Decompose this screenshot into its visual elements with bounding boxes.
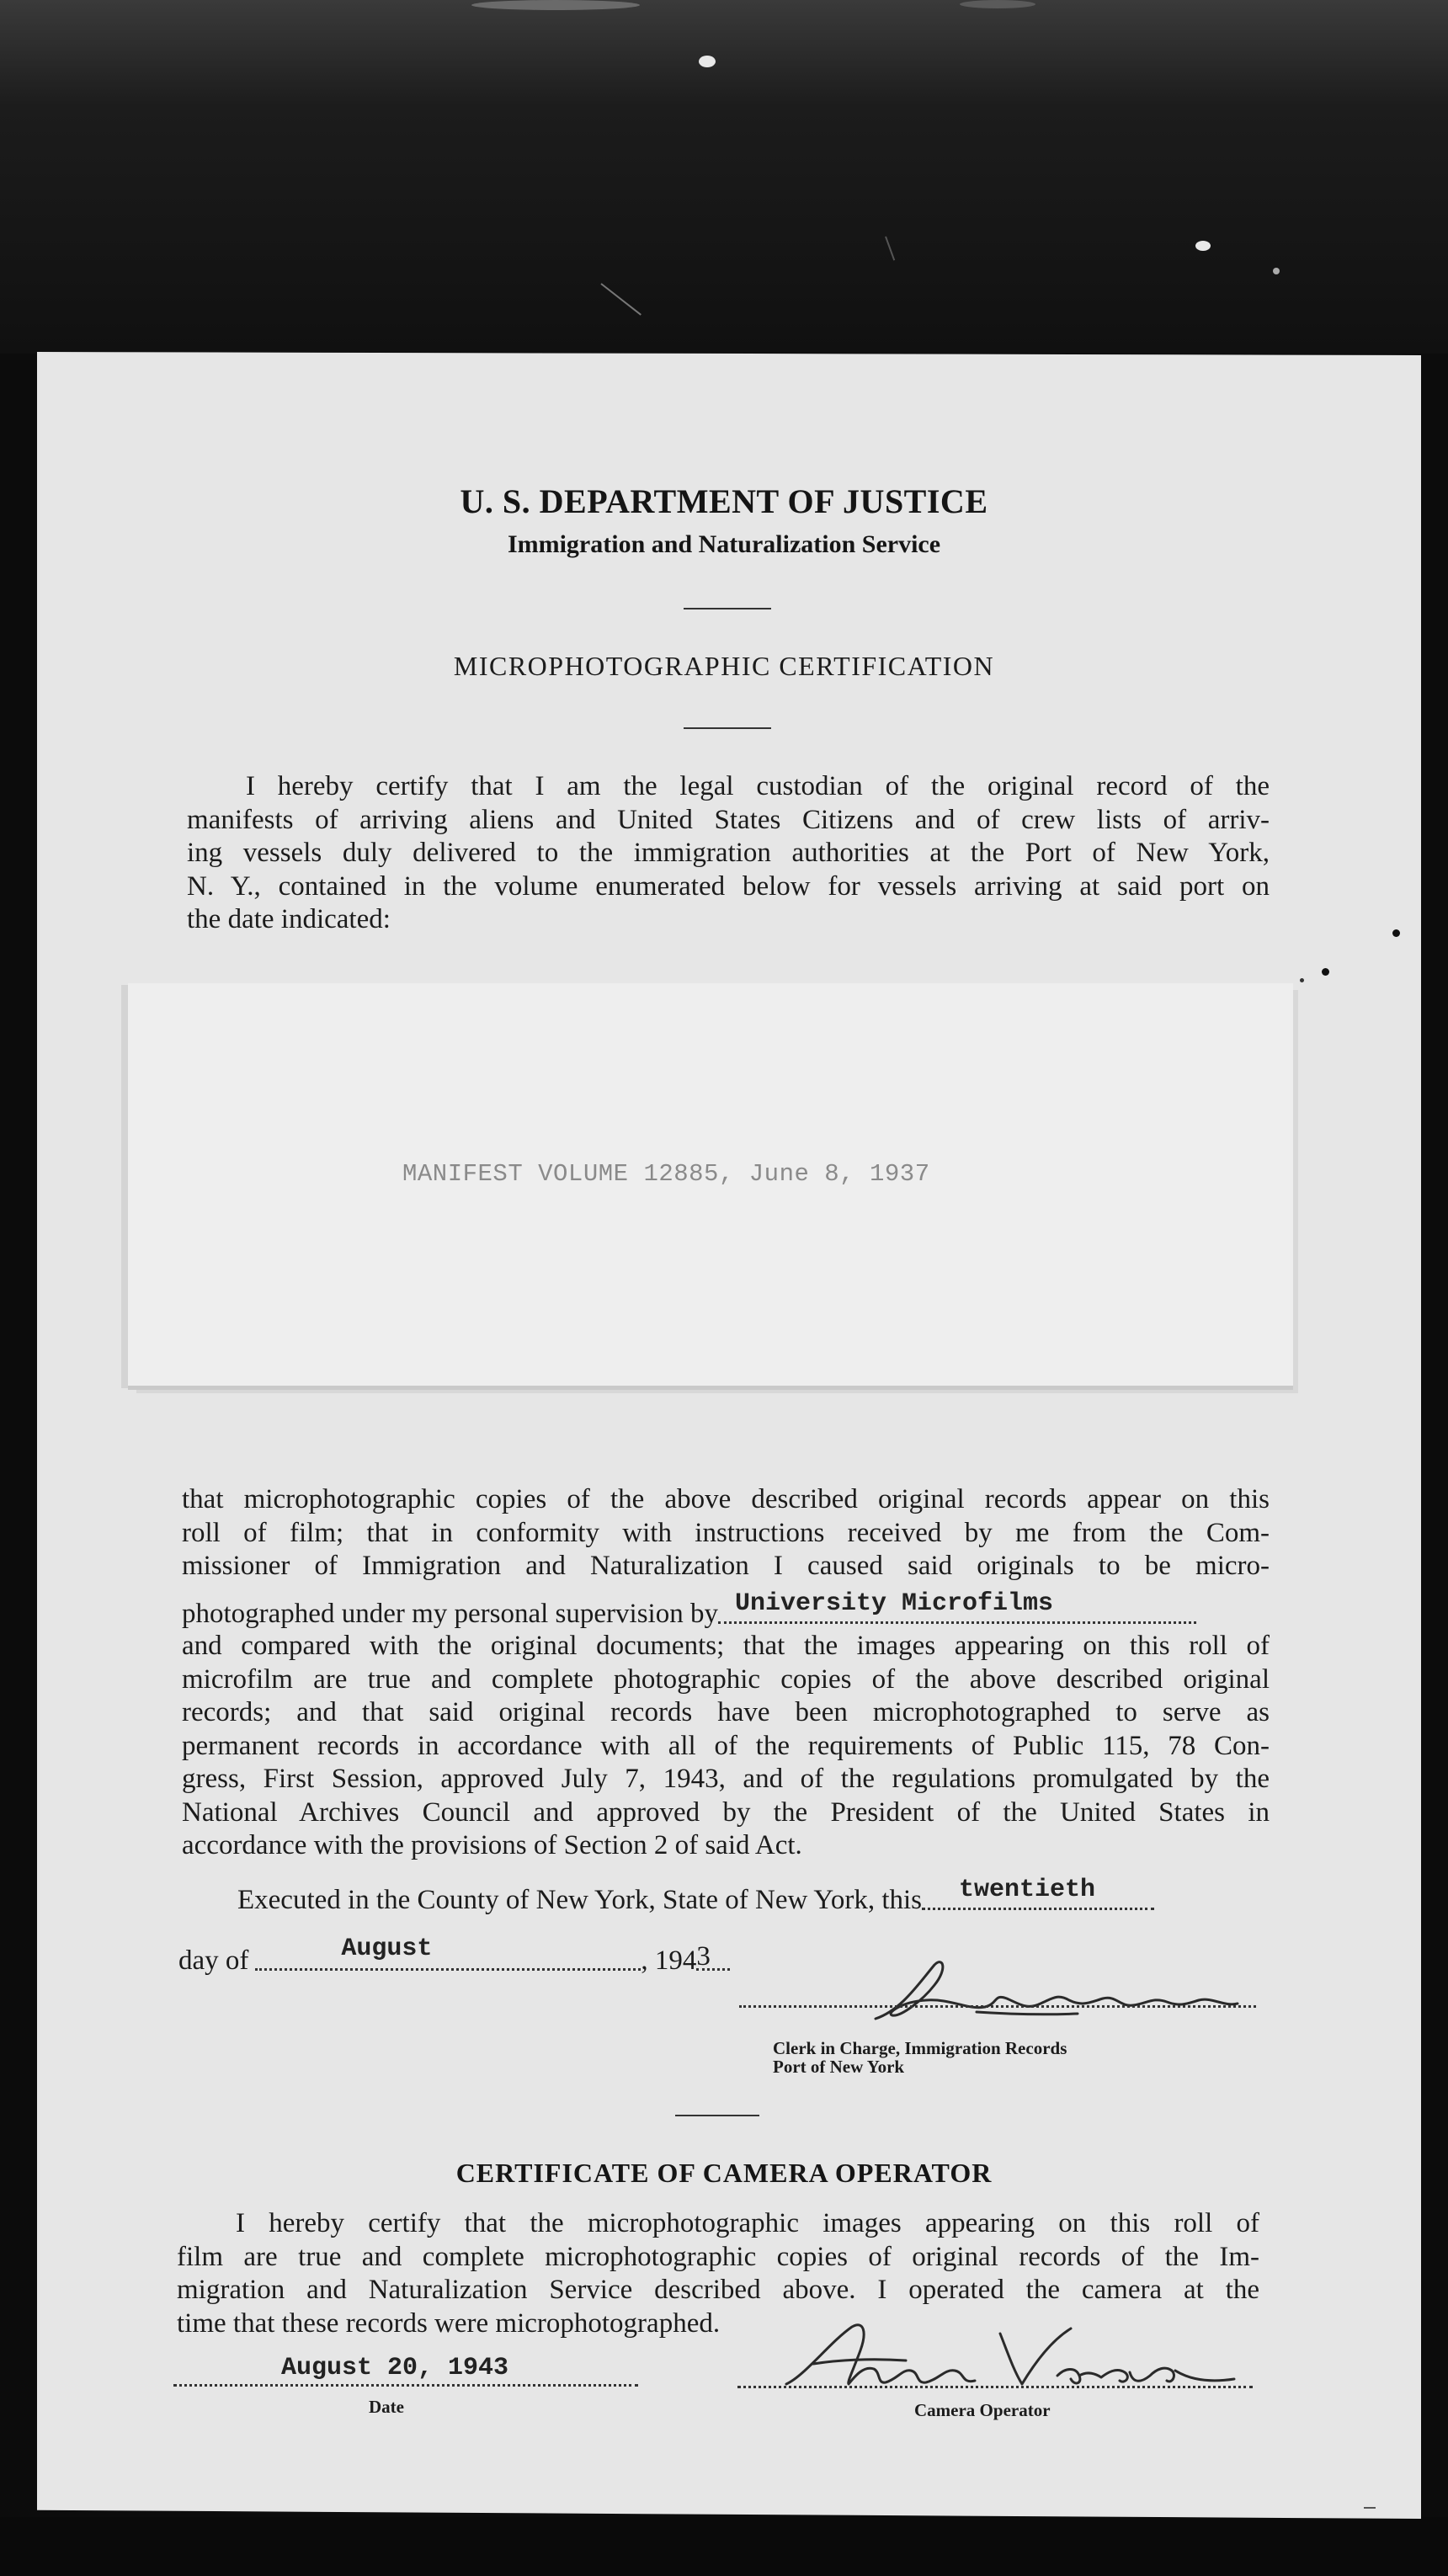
date-of-execution-line (178, 1935, 730, 1977)
body-line: that microphotographic copies of the above described original records appear on this (182, 1484, 1270, 1514)
clerk-signature (867, 1951, 1254, 2027)
year-prefix: , 194 (641, 1945, 697, 1976)
page-speck (1322, 968, 1329, 976)
manifest-volume-label: MANIFEST VOLUME 12885, June 8, 1937 (402, 1160, 930, 1188)
intro-paragraph (187, 770, 1270, 937)
year-fill (696, 1943, 730, 1971)
month-value: August (341, 1935, 433, 1963)
certification-title: MICROPHOTOGRAPHIC CERTIFICATION (453, 651, 995, 681)
certification-body-continued (182, 1630, 1270, 1863)
camera-operator-signature (780, 2317, 1251, 2394)
camera-operator-heading: CERTIFICATE OF CAMERA OPERATOR (455, 2158, 993, 2188)
month-fill (255, 1935, 641, 1971)
intro-line: N. Y., contained in the volume enumerated below for vessels arriving at said port on (187, 870, 1270, 902)
camera-line: migration and Naturalization Service described above. I operated the camera at the (177, 2275, 1259, 2305)
body-line: permanent records in accordance with all of the requirements of Public 115, 78 Con- (182, 1730, 1270, 1761)
camera-date-value: August 20, 1943 (281, 2354, 509, 2382)
body-line: gress, First Session, approved July 7, 1943, and of the regulations promulgated by the (182, 1764, 1270, 1794)
page-speck (1392, 929, 1400, 937)
film-border-bottom (0, 2517, 1448, 2576)
date-label: Date (369, 2397, 404, 2417)
supervision-line (182, 1589, 1270, 1630)
executed-prefix: Executed in the County of New York, State of New York, this (237, 1885, 923, 1915)
camera-line: time that these records were microphotographed. (177, 2307, 721, 2339)
film-border-top (0, 0, 1448, 354)
body-line: accordance with the provisions of Section 2 of said Act. (182, 1830, 802, 1860)
intro-line: I hereby certify that I am the legal custodian of the original record of the (246, 771, 1270, 801)
intro-line: the date indicated: (187, 904, 391, 934)
day-fill (922, 1876, 1154, 1910)
clerk-title-line: Port of New York (773, 2057, 905, 2077)
supervision-value: University Microfilms (734, 1589, 1054, 1618)
divider (684, 727, 771, 729)
film-speck (960, 0, 1035, 8)
department-heading: U. S. DEPARTMENT OF JUSTICE (460, 482, 988, 520)
day-of-label: day of (178, 1945, 249, 1976)
body-line: microfilm are true and complete photographic copies of the above described original (182, 1663, 1270, 1695)
film-speck (699, 56, 716, 67)
clerk-title (773, 2039, 1067, 2076)
clerk-signature-line (739, 2005, 1256, 2008)
body-line: records; and that said original records have been microphotographed to serve as (182, 1697, 1270, 1727)
clerk-title-line: Clerk in Charge, Immigration Records (773, 2038, 1067, 2058)
service-subheading: Immigration and Naturalization Service (507, 530, 941, 558)
supervision-prefix: photographed under my personal supervision by (182, 1599, 718, 1629)
certification-body (182, 1483, 1270, 1583)
day-value: twentieth (959, 1876, 1096, 1904)
film-speck (1273, 268, 1280, 274)
date-field-line (173, 2384, 638, 2387)
body-line: National Archives Council and approved by the President of the United States in (182, 1796, 1270, 1828)
film-speck (1195, 241, 1211, 251)
operator-signature-line (737, 2386, 1253, 2388)
edge-mark (1364, 2507, 1376, 2509)
intro-line: ing vessels duly delivered to the immigration authorities at the Port of New York, (187, 838, 1270, 868)
camera-line: I hereby certify that the microphotographic images appearing on this roll of (236, 2208, 1259, 2238)
body-line: roll of film; that in conformity with instructions received by me from the Com- (182, 1517, 1270, 1548)
executed-line (237, 1876, 1154, 1916)
divider (675, 2115, 759, 2116)
page-speck (1300, 978, 1304, 982)
body-line: missioner of Immigration and Naturalization I caused said originals to be micro- (182, 1551, 1270, 1581)
camera-line: film are true and complete microphotographic copies of original records of the Im- (177, 2241, 1259, 2272)
intro-line: manifests of arriving aliens and United States Citizens and of crew lists of arriv- (187, 804, 1270, 835)
body-line: and compared with the original documents; that the images appearing on this roll of (182, 1631, 1270, 1661)
film-speck (471, 0, 640, 10)
year-digit: 3 (696, 1941, 711, 1972)
camera-operator-label: Camera Operator (914, 2400, 1051, 2420)
supervision-fill (718, 1589, 1196, 1624)
divider (684, 608, 771, 609)
